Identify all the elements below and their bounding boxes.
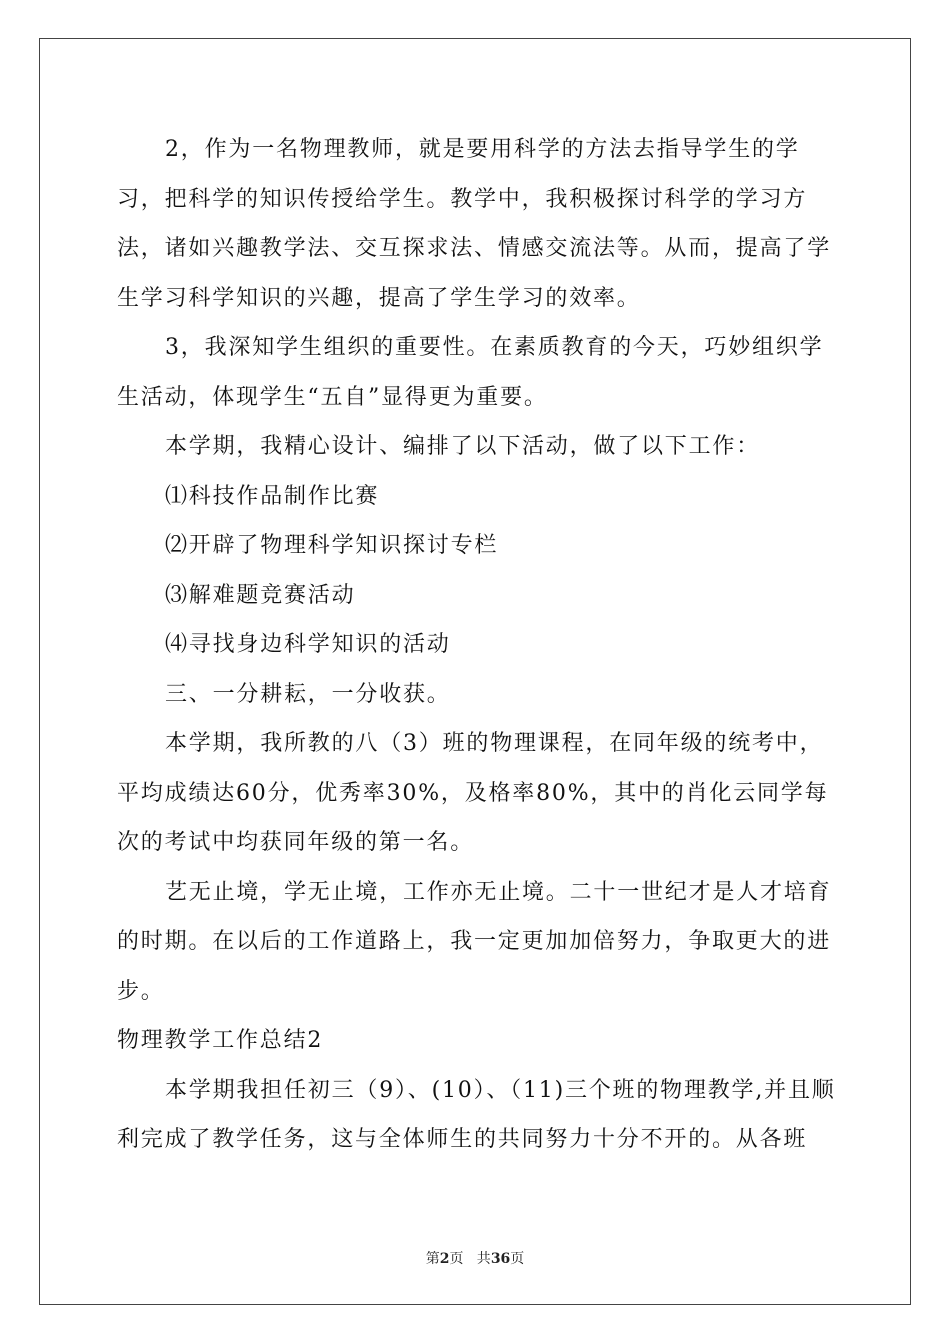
paragraph-3: 本学期，我精心设计、编排了以下活动，做了以下工作： bbox=[165, 434, 761, 459]
current-page-number: 2 bbox=[439, 1251, 450, 1267]
footer-prefix: 第 bbox=[425, 1251, 440, 1267]
paragraph-1: 2，作为一名物理教师，就是要用科学的方法去指导学生的学习，把科学的知识传授给学生。教学中，我积极探讨科学的学习方法，诸如兴趣教学法、交互探求法、情感交流法等。从而，提高了学生学习科学知识的兴趣，提高了学生学习的效率。 bbox=[117, 137, 832, 311]
article-title: 物理教学工作总结2 bbox=[117, 1028, 324, 1053]
list-item-1: ⑴科技作品制作比赛 bbox=[165, 483, 380, 509]
page-footer bbox=[0, 1248, 950, 1268]
paragraph-5: 艺无止境，学无止境，工作亦无止境。二十一世纪才是人才培育的时期。在以后的工作道路上，我一定更加加倍努力，争取更大的进步。 bbox=[117, 879, 832, 1004]
paragraph-2: 3，我深知学生组织的重要性。在素质教育的今天，巧妙组织学生活动，体现学生“五自”显得更为重要。 bbox=[117, 335, 824, 410]
list-item-3: ⑶解难题竞赛活动 bbox=[165, 582, 356, 608]
document-body bbox=[117, 125, 837, 1165]
list-item-2: ⑵开辟了物理科学知识探讨专栏 bbox=[165, 533, 499, 558]
section-heading: 三、一分耕耘，一分收获。 bbox=[165, 681, 451, 707]
paragraph-6: 本学期我担任初三（9）、(10）、（11)三个班的物理教学,并且顺利完成了教学任务，这与全体师生的共同努力十分不开的。从各班 bbox=[117, 1077, 836, 1152]
list-item-4: ⑷寻找身边科学知识的活动 bbox=[165, 632, 451, 657]
footer-suffix: 页 bbox=[510, 1251, 525, 1267]
total-page-number: 36 bbox=[490, 1251, 511, 1267]
footer-mid: 页 共 bbox=[449, 1251, 491, 1267]
paragraph-4: 本学期，我所教的八（3）班的物理课程，在同年级的统考中，平均成绩达60分，优秀率30%，及格率80%，其中的肖化云同学每次的考试中均获同年级的第一名。 bbox=[117, 731, 829, 855]
